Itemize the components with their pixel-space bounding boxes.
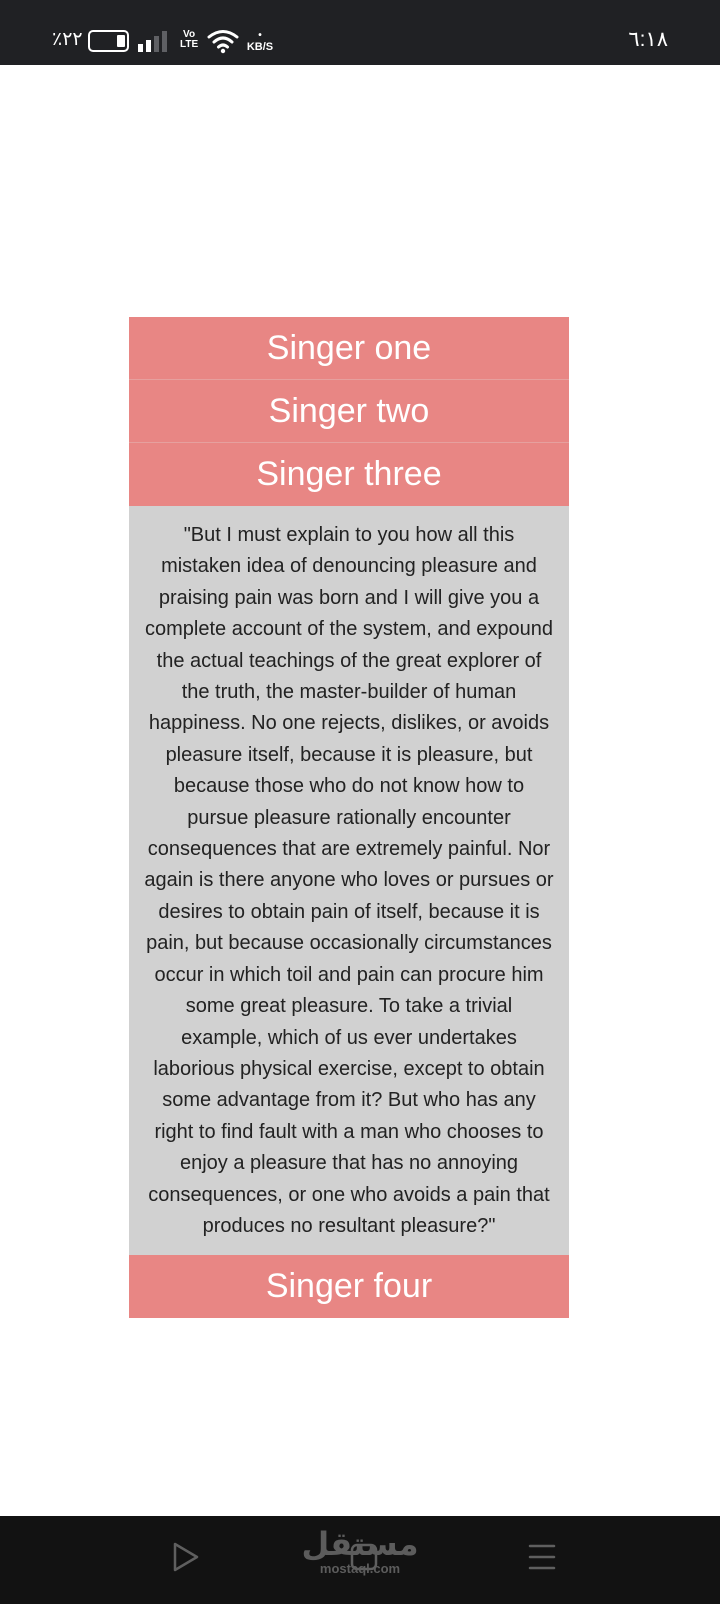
battery-percent: ٪٢٢ [52, 29, 83, 50]
speed-value: • [258, 30, 262, 41]
menu-icon[interactable] [527, 1542, 557, 1572]
accordion-header-singer-three[interactable]: Singer three [129, 443, 569, 506]
speed-unit: KB/S [246, 41, 274, 53]
battery-icon [88, 30, 129, 52]
accordion-header-singer-one[interactable]: Singer one [129, 317, 569, 380]
signal-icon [138, 30, 168, 52]
accordion-panel-singer-three: "But I must explain to you how all this mistaken idea of denouncing pleasure and praising pain was born and I will give you a complete account of the system, and expound the actual teachings of the great explorer of the truth, the master-builder of human happiness. No one rejects, dislikes, or avoids pleasure itself, because it is pleasure, but because those who do not know how to pursue pleasure rationally encounter consequences that are extremely painful. Nor again is there anyone who loves or pursues or desires to obtain pain of itself, because it is pain, but because occasionally circumstances occur in which toil and pain can procure him some great pleasure. To take a trivial example, which of us ever undertakes laborious physical exercise, except to obtain some advantage from it? But who has any right to find fault with a man who chooses to enjoy a pleasure that has no annoying consequences, or one who avoids a pain that produces no resultant pleasure?" [129, 506, 569, 1255]
watermark-arabic: مستقل [301, 1526, 419, 1562]
volte-bottom: LTE [180, 39, 199, 50]
accordion-header-singer-four[interactable]: Singer four [129, 1255, 569, 1318]
singer-accordion [129, 317, 569, 1318]
watermark-latin: mostaql.com [319, 1561, 401, 1576]
network-speed [246, 32, 274, 54]
accordion-header-singer-two[interactable]: Singer two [129, 380, 569, 443]
wifi-icon [207, 28, 239, 54]
back-icon[interactable] [171, 1540, 201, 1574]
clock: ٦:١٨ [628, 28, 668, 51]
volte-icon [180, 30, 198, 50]
volte-top: Vo [183, 29, 196, 40]
navigation-bar [0, 1516, 720, 1604]
status-bar [0, 0, 720, 65]
watermark [300, 1526, 420, 1576]
